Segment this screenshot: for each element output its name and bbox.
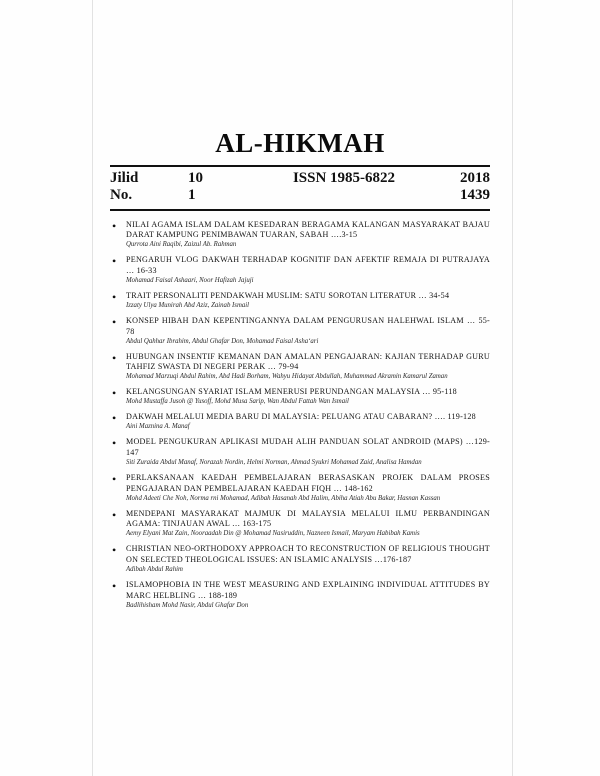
scan-edge-line-right (512, 0, 513, 776)
list-item (110, 255, 490, 286)
number-label: No. (110, 187, 133, 204)
article-authors: Adibah Abdul Rahim (126, 566, 183, 574)
article-authors: Mohd Mustaffa Jusoh @ Yusoff, Mohd Musa Sarip, Wan Abdul Fattah Wan Ismail (126, 398, 349, 406)
list-item (110, 473, 490, 504)
article-authors: Izzaty Ulya Munirah Abd Aziz, Zainab Ismail (126, 302, 250, 310)
table-of-contents (110, 220, 490, 611)
list-item (110, 220, 490, 251)
article-authors: Aini Maznina A. Manaf (126, 423, 190, 431)
volume-label: Jilid (110, 170, 139, 186)
article-authors: Mohamad Faisal Ashaari, Noor Hafizah Jajuji (126, 277, 254, 285)
article-title: • DAKWAH MELALUI MEDIA BARU DI MALAYSIA: PELUANG ATAU CABARAN? …. 119-128 (126, 412, 476, 422)
article-title: • CHRISTIAN NEO-ORTHODOXY APPROACH TO RECONSTRUCTION OF RELIGIOUS THOUGHT ON SELECTED THEOLOGICAL ISSUES: AN ISLAMIC ANALYSIS …176-187 (126, 544, 490, 564)
list-item (110, 437, 490, 468)
article-title: • PERLAKSANAAN KAEDAH PEMBELAJARAN BERASASKAN PROJEK DALAM PROSES PENGAJARAN DAN PEMBELAJARAN KAEDAH FIQH … 148-162 (126, 472, 490, 493)
volume-value: 10 (188, 170, 203, 186)
article-authors: Mohamad Marzuqi Abdul Rahim, Abd Hadi Borham, Wahyu Hidayat Abdullah, Muhammad Akramin Kamarul Zaman (126, 373, 448, 381)
list-item (110, 544, 490, 575)
list-item (110, 316, 490, 347)
list-item (110, 412, 490, 432)
list-item (110, 509, 490, 540)
masthead-row-volume (110, 170, 490, 187)
article-title: • NILAI AGAMA ISLAM DALAM KESEDARAN BERAGAMA KALANGAN MASYARAKAT BAJAU DARAT KAMPUNG PENIMBAWAN TUARAN, SABAH ….3-15 (126, 219, 490, 240)
article-title: • HUBUNGAN INSENTIF KEMANAN DAN AMALAN PENGAJARAN: KAJIAN TERHADAP GURU TAHFIZ SWASTA DI NEGERI PERAK … 79-94 (126, 351, 490, 372)
masthead-row-number (110, 187, 490, 204)
scan-edge-line-left (92, 0, 93, 776)
year-hijri: 1439 (460, 187, 490, 204)
list-item (110, 352, 490, 383)
article-title: • PENGARUH VLOG DAKWAH TERHADAP KOGNITIF DAN AFEKTIF REMAJA DI PUTRAJAYA … 16-33 (126, 255, 490, 275)
article-authors: Siti Zuraida Abdul Manaf, Norazah Nordin, Helmi Norman, Ahmad Syukri Mohamad Zaid, Analisa Hamdan (126, 459, 422, 467)
masthead (110, 165, 490, 211)
year-gregorian: 2018 (460, 170, 490, 186)
article-title: • ISLAMOPHOBIA IN THE WEST MEASURING AND EXPLAINING INDIVIDUAL ATTITUDES BY MARC HELBLING … 188-189 (126, 579, 490, 600)
number-value: 1 (188, 187, 196, 204)
article-title: • MODEL PENGUKURAN APLIKASI MUDAH ALIH PANDUAN SOLAT ANDROID (MAPS) …129-147 (126, 437, 490, 457)
list-item (110, 387, 490, 407)
article-authors: Badlihisham Mohd Nasir, Abdul Ghafar Don (126, 601, 249, 609)
journal-title: AL-HIKMAH (215, 128, 385, 158)
list-item (110, 580, 490, 611)
article-authors: Abdul Qahhar Ibrahim, Abdul Ghafar Don, Mohamad Faisal Asha‘ari (126, 337, 319, 345)
cover-content (110, 128, 490, 616)
article-title: • KELANGSUNGAN SYARIAT ISLAM MENERUSI PERUNDANGAN MALAYSIA … 95-118 (126, 387, 457, 397)
article-title: • TRAIT PERSONALITI PENDAKWAH MUSLIM: SATU SOROTAN LITERATUR … 34-54 (126, 290, 450, 300)
article-authors: Aemy Elyani Mat Zain, Nooraadah Din @ Mohamad Nasiruddin, Nazneen Ismail, Maryam Habibah Kamis (126, 530, 420, 538)
article-authors: Mohd Adeeti Che Noh, Norma rni Mohamad, Adibah Hasanah Abd Halim, Abiha Atiah Abu Bakar, Hasnan Kassan (126, 494, 441, 502)
article-title: • KONSEP HIBAH DAN KEPENTINGANNYA DALAM PENGURUSAN HALEHWAL ISLAM … 55-78 (126, 315, 490, 336)
article-authors: Qurrota Aini Raqibi, Zaizul Ab. Rahman (126, 241, 237, 249)
list-item (110, 291, 490, 311)
issn: ISSN 1985-6822 (292, 170, 396, 186)
article-title: • MENDEPANI MASYARAKAT MAJMUK DI MALAYSIA MELALUI ILMU PERBANDINGAN AGAMA: TINJAUAN AWAL … 163-175 (126, 508, 490, 529)
